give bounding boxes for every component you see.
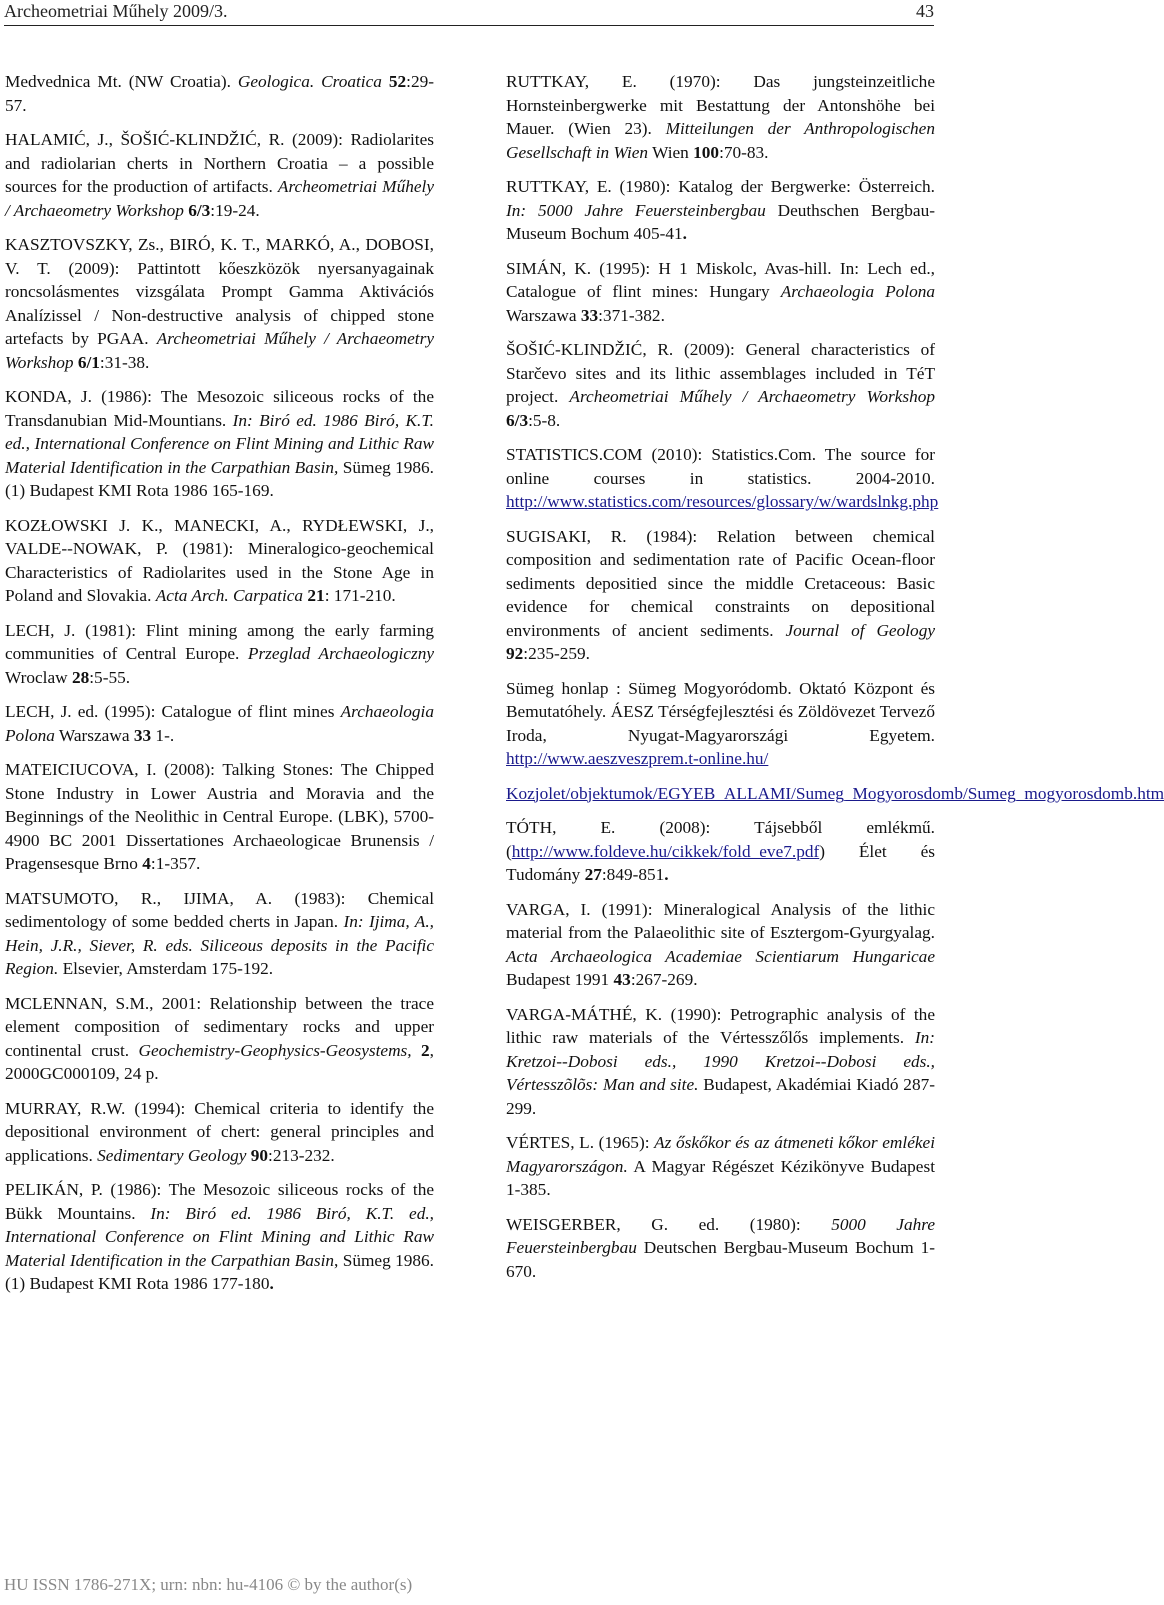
reference-text: Elsevier, Amsterdam 175-192.: [58, 959, 274, 978]
reference-text: 100: [693, 142, 720, 162]
reference-entry: [506, 443, 939, 514]
reference-text: SUGISAKI, R. (1984): Relation between chemical composition and sedimentation rate of Pacific Ocean-floor sediments depositied since the middle Cretaceous: Basic evidence for chemical constraints on depositional environments of ancient sediments.: [506, 526, 935, 640]
reference-text: Az őskőkor és az átmeneti kőkor emlékei Magyarországon.: [506, 1133, 936, 1176]
reference-text: 92: [506, 644, 524, 663]
reference-text: : 171-210.: [324, 586, 396, 605]
reference-text: 33: [580, 305, 599, 325]
reference-text: 28: [71, 667, 90, 687]
header-rule: [4, 25, 934, 26]
reference-text: Budapest 1991: [506, 970, 614, 989]
reference-text: STATISTICS.COM (2010): Statistics.Com. The source for online courses in statistics. 2004-2010.: [506, 445, 935, 488]
reference-text: MATEICIUCOVA, I. (2008): Talking Stones: The Chipped Stone Industry in Lower Austria and Moravia and the Beginnings of the Neolithic in Central Europe. (LBK), 5700-4900 BC 2001 Dissertationes Archaeologicae Brunensis / Pragensesque Brno: [5, 760, 434, 873]
reference-text: MCLENNAN, S.M., 2001: Relationship between the trace element composition of sedimentary rocks and upper continental crust.: [5, 993, 434, 1060]
reference-text: WEISGERBER, G. ed. (1980):: [506, 1214, 832, 1234]
page-number: 43: [916, 1, 934, 21]
reference-text: 43: [613, 970, 631, 989]
reference-text: HALAMIĆ, J., ŠOŠIĆ-KLINDŽIĆ, R. (2009): Radiolarites and radiolarian cherts in Northern Croatia – a possible sources for the production of artifacts.: [5, 130, 434, 196]
reference-text: LECH, J. (1981): Flint mining among the early farming communities of Central Europe.: [5, 620, 434, 663]
reference-text: 4: [142, 854, 151, 873]
reference-text: 1-.: [151, 725, 175, 745]
reference-text: KASZTOVSZKY, Zs., BIRÓ, K. T., MARKÓ, A., DOBOSI, V. T. (2009): Pattintott kőeszközök nyersanyagainak roncsolásmentes vizsgálata Prompt Gamma Aktivációs Analízissel / Non-destructive analysis of chipped stone artefacts by PGAA.: [5, 235, 434, 348]
reference-text: Journal of Geology: [785, 620, 935, 640]
reference-text: 6/1: [77, 352, 100, 372]
references-left-column: [5, 70, 434, 1307]
reference-entry: [5, 385, 434, 503]
footer-issn: HU ISSN 1786-271X; urn: nbn: hu-4106 © by the author(s): [4, 1575, 413, 1594]
reference-text: :213-232.: [268, 1145, 335, 1165]
reference-text: Wroclaw: [5, 667, 72, 687]
reference-text: In: 5000 Jahre Feuersteinbergbau: [506, 200, 766, 220]
reference-text: :5-8.: [528, 410, 561, 430]
reference-text: :19-24.: [210, 200, 260, 220]
reference-text: [412, 1041, 421, 1060]
reference-entry: [5, 1097, 434, 1168]
reference-entry: [506, 525, 935, 666]
reference-entry: [5, 70, 434, 117]
reference-link[interactable]: http://www.aeszveszprem.t-online.hu/: [506, 749, 769, 768]
reference-text: MURRAY, R.W. (1994): Chemical criteria to identify the depositional environment of chert: general principles and applications.: [5, 1098, 434, 1165]
reference-text: 6/3: [188, 200, 211, 220]
reference-text: Deuthschen Bergbau-Museum Bochum 405-41: [506, 200, 935, 243]
reference-text: VÉRTES, L. (1965):: [506, 1133, 655, 1152]
reference-entry: [506, 70, 935, 164]
reference-text: Przeglad Archaeologiczny: [247, 644, 434, 663]
reference-entry: [5, 128, 434, 222]
reference-text: RUTTKAY, E. (1980): Katalog der Bergwerke: Österreich.: [506, 177, 935, 196]
reference-link[interactable]: Kozjolet/objektumok/EGYEB_ALLAMI/Sumeg_Mogyorosdomb/Sumeg_mogyorosdomb.htm: [506, 783, 1164, 803]
reference-text: Deutschen Bergbau-Museum Bochum 1-670.: [506, 1238, 935, 1281]
reference-text: In: Kretzoi--Dobosi eds., 1990 Kretzoi--Dobosi eds., Vértesszõlõs: Man and site.: [506, 1028, 935, 1094]
reference-text: .: [682, 224, 687, 243]
reference-text: Geologica. Croatica: [237, 72, 389, 91]
reference-text: Warszawa: [506, 305, 581, 325]
reference-text: .: [269, 1274, 274, 1293]
reference-entry: [506, 1003, 935, 1121]
reference-text: .: [664, 865, 669, 884]
reference-text: :371-382.: [598, 305, 665, 325]
reference-text: KOZŁOWSKI J. K., MANECKI, A., RYDŁEWSKI, J., VALDE--NOWAK, P. (1981): Mineralogico-geochemical Characteristics of Radiolarites used in the Stone Age in Poland and Slovakia.: [5, 515, 434, 605]
reference-entry: [5, 619, 434, 690]
reference-text: RUTTKAY, E. (1970): Das jungsteinzeitliche Hornsteinbergwerke mit Bestattung der Antonshöhe bei Mauer. (Wien 23).: [506, 72, 935, 138]
reference-text: :849-851: [601, 865, 665, 884]
reference-text: 6/3: [506, 410, 529, 430]
reference-link[interactable]: http://www.statistics.com/resources/glossary/w/wardslnkg.php: [506, 492, 939, 511]
reference-entry: [5, 758, 434, 876]
reference-text: , Sümeg 1986. (1) Budapest KMI Rota 1986 177-180: [5, 1250, 434, 1293]
reference-text: :31-38.: [99, 352, 150, 372]
reference-text: VARGA-MÁTHÉ, K. (1990): Petrographic analysis of the lithic raw materials of the Vértesszőlős implements.: [506, 1004, 935, 1047]
reference-text: Mitteilungen der Anthropologischen Gesellschaft in Wien: [506, 119, 935, 162]
reference-text: Budapest, Akadémiai Kiadó 287-299.: [506, 1075, 935, 1118]
references-right-column: [506, 70, 1164, 1294]
reference-text: :29-57.: [5, 72, 434, 115]
reference-text: Acta Archaeologica Academiae Scientiarum Hungaricae: [506, 946, 935, 966]
running-header: [4, 0, 934, 22]
reference-text: A Magyar Régészet Kézikönyve Budapest 1-385.: [506, 1156, 935, 1199]
reference-text: KONDA, J. (1986): The Mesozoic siliceous rocks of the Transdanubian Mid-Mountians.: [5, 387, 434, 430]
reference-text: Medvednica Mt. (NW Croatia).: [5, 72, 238, 91]
reference-text: Archaeologia Polona: [780, 282, 936, 301]
reference-entry: [5, 1178, 434, 1296]
reference-text: TÓTH, E. (2008): Tájsebből emlékmű. (: [506, 818, 935, 861]
reference-text: Sedimentary Geology: [97, 1145, 251, 1165]
reference-entry: [506, 257, 935, 328]
reference-text: :1-357.: [150, 854, 201, 873]
reference-text: :70-83.: [719, 142, 769, 162]
reference-text: :235-259.: [523, 644, 591, 663]
reference-entry: [506, 175, 935, 246]
journal-title: Archeometriai Műhely 2009/3.: [4, 1, 228, 21]
reference-text: 90: [250, 1145, 269, 1165]
reference-entry: [5, 233, 434, 374]
reference-text: :5-55.: [89, 667, 131, 687]
reference-link[interactable]: http://www.foldeve.hu/cikkek/fold_eve7.pdf: [511, 841, 820, 861]
reference-text: 2: [421, 1040, 430, 1060]
reference-entry: [506, 677, 935, 771]
reference-text: In: Biró ed. 1986 Biró, K.T. ed., International Conference on Flint Mining and Lithic Raw Material Identification in the Carpathian Basin,: [5, 410, 434, 477]
reference-text: ) Élet és Tudomány: [506, 841, 935, 884]
reference-text: Warszawa: [54, 725, 134, 745]
reference-text: LECH, J. ed. (1995): Catalogue of flint mines: [5, 702, 341, 721]
reference-text: Archeometriai Műhely / Archaeometry Workshop: [5, 177, 435, 220]
reference-text: Acta Arch. Carpatica: [155, 586, 308, 605]
reference-text: In: Biró ed. 1986 Biró, K.T. ed., International Conference on Flint Mining and Lithic Raw Material Identification in the Carpathian Basin: [5, 1203, 434, 1270]
reference-text: , 2000GC000109, 24 p.: [5, 1040, 434, 1083]
reference-text: 52: [388, 72, 407, 91]
reference-text: MATSUMOTO, R., IJIMA, A. (1983): Chemical sedimentology of some bedded cherts in Japan.: [5, 888, 434, 931]
reference-entry: [506, 816, 935, 887]
reference-text: Geochemistry-Geophysics-Geosystems,: [138, 1040, 412, 1060]
reference-entry: [5, 700, 434, 747]
reference-text: Sümeg 1986. (1) Budapest KMI Rota 1986 165-169.: [5, 457, 435, 500]
reference-text: Sümeg honlap : Sümeg Mogyoródomb. Oktató Központ és Bemutatóhely. ÁESZ Térségfejlesztési és Zöldövezet Tervező Iroda, Nyugat-Magyarországi Egyetem.: [506, 678, 935, 745]
reference-entry: [5, 887, 434, 981]
reference-entry: [506, 1131, 935, 1202]
reference-text: Archeometriai Műhely / Archaeometry Workshop: [5, 329, 434, 372]
reference-text: 27: [584, 865, 602, 884]
reference-text: ŠOŠIĆ-KLINDŽIĆ, R. (2009): General characteristics of Starčevo sites and its lithic assemblages included in TéT project.: [506, 340, 935, 406]
reference-entry: [5, 992, 434, 1086]
reference-text: In: Ijima, A., Hein, J.R., Siever, R. eds. Siliceous deposits in the Pacific Region.: [5, 912, 434, 978]
reference-text: PELIKÁN, P. (1986): The Mesozoic siliceous rocks of the Bükk Mountains.: [5, 1180, 434, 1223]
reference-text: 21: [307, 586, 325, 605]
reference-entry: [506, 782, 1164, 806]
reference-text: 33: [133, 725, 152, 745]
reference-text: 5000 Jahre Feuersteinbergbau: [506, 1214, 935, 1257]
reference-text: VARGA, I. (1991): Mineralogical Analysis of the lithic material from the Palaeolithic site of Esztergom-Gyurgyalag.: [506, 899, 935, 942]
reference-text: SIMÁN, K. (1995): H 1 Miskolc, Avas-hill. In: Lech ed., Catalogue of flint mines: Hungary: [506, 258, 935, 301]
reference-text: Archeometriai Műhely / Archaeometry Workshop: [569, 387, 936, 406]
reference-entry: [506, 338, 935, 432]
reference-entry: [506, 898, 935, 992]
reference-entry: [5, 514, 434, 608]
reference-text: :267-269.: [630, 970, 698, 989]
reference-text: Wien: [648, 142, 694, 162]
reference-entry: [506, 1213, 935, 1284]
reference-text: Archaeologia Polona: [5, 702, 434, 745]
